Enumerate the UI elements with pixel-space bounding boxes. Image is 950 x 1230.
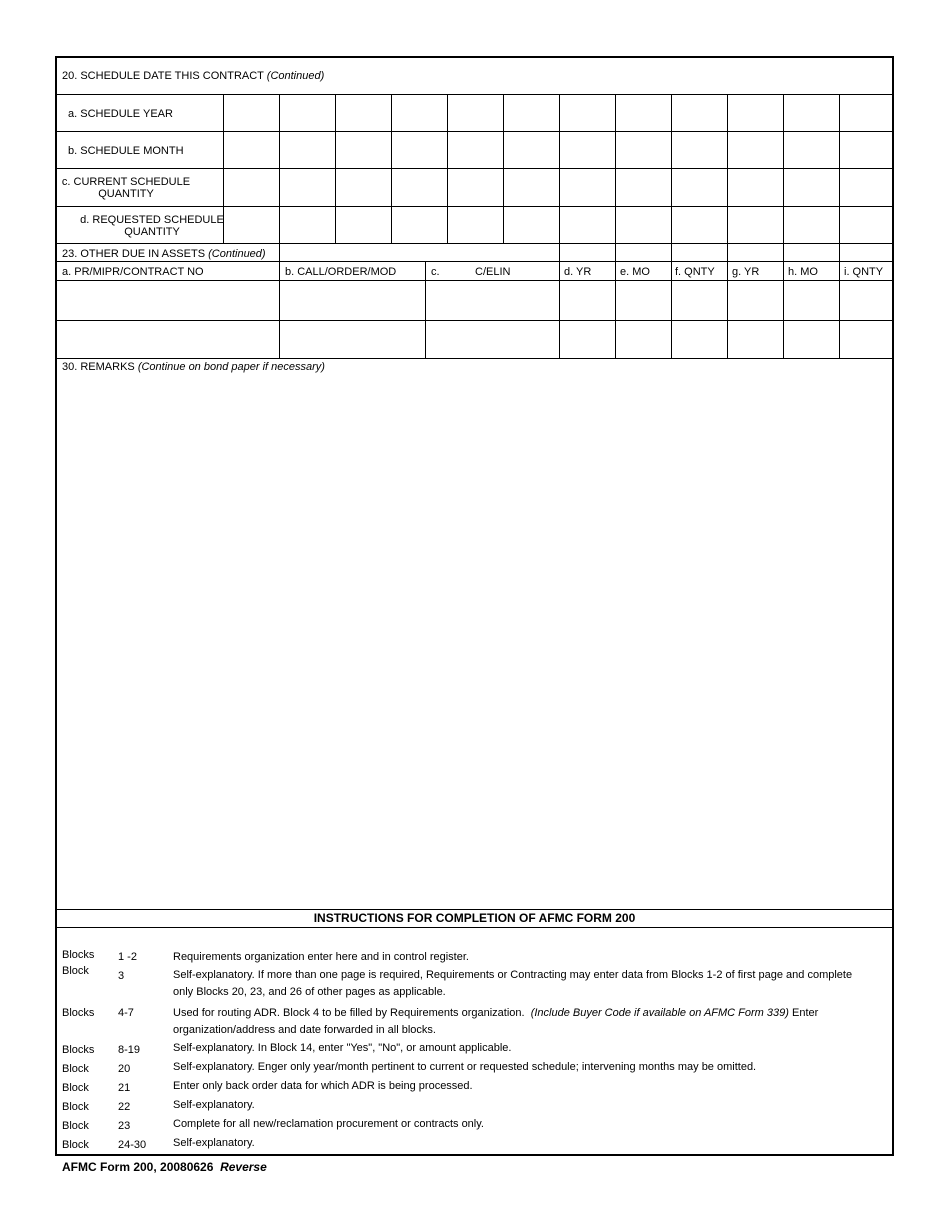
grid-line: [425, 261, 426, 358]
instruction-text: only Blocks 20, 23, and 26 of other pages as applicable.: [173, 986, 446, 998]
instruction-kind: Block: [62, 1120, 89, 1132]
instruction-text: Complete for all new/reclamation procurement or contracts only.: [173, 1118, 484, 1130]
grid-line: [727, 94, 728, 358]
grid-line: [391, 94, 392, 243]
other-due-contract-cell[interactable]: [57, 321, 279, 358]
grid-line: [839, 94, 840, 358]
divider: [57, 927, 892, 928]
afmc-form-200-reverse: [55, 56, 894, 1156]
instruction-text: Self-explanatory.: [173, 1099, 255, 1111]
grid-line: [615, 94, 616, 358]
section-20-title: 20. SCHEDULE DATE THIS CONTRACT (Continued): [62, 70, 325, 82]
divider: [57, 168, 892, 169]
instruction-blocks: 8-19: [118, 1044, 141, 1056]
instruction-blocks: 1 -2: [118, 951, 137, 963]
instruction-kind: Block: [62, 965, 89, 977]
header-celin: C/ELIN: [475, 266, 511, 278]
grid-line: [503, 94, 504, 243]
grid-line: [671, 94, 672, 358]
instruction-text: Self-explanatory. Enger only year/month pertinent to current or requested schedule; intervening months may be omitted.: [173, 1061, 757, 1073]
instruction-kind: Blocks: [62, 949, 95, 961]
instruction-kind: Block: [62, 1082, 89, 1094]
instruction-text: Self-explanatory.: [173, 1137, 255, 1149]
divider: [57, 206, 892, 207]
grid-line: [783, 94, 784, 358]
instruction-blocks: 21: [118, 1082, 131, 1094]
other-due-contract-cell[interactable]: [57, 281, 279, 320]
section-30-title: 30. REMARKS (Continue on bond paper if necessary): [62, 361, 325, 373]
instruction-kind: Block: [62, 1101, 89, 1113]
grid-line: [559, 94, 560, 358]
current-schedule-label: c. CURRENT SCHEDULE QUANTITY: [61, 176, 191, 200]
header-yr-d: d. YR: [564, 266, 592, 278]
instruction-kind: Block: [62, 1139, 89, 1151]
schedule-year-label: a. SCHEDULE YEAR: [68, 108, 173, 120]
instruction-kind: Blocks: [62, 1044, 95, 1056]
header-qnty-i: i. QNTY: [844, 266, 884, 278]
requested-schedule-label: d. REQUESTED SCHEDULE QUANTITY: [80, 214, 224, 238]
schedule-year-cell[interactable]: [224, 95, 279, 131]
grid-line: [335, 94, 336, 243]
instruction-text: Enter only back order data for which ADR is being processed.: [173, 1080, 473, 1092]
instruction-kind: Block: [62, 1063, 89, 1075]
divider: [57, 94, 892, 95]
instruction-blocks: 20: [118, 1063, 131, 1075]
header-contract-no: a. PR/MIPR/CONTRACT NO: [62, 266, 204, 278]
schedule-month-cell[interactable]: [224, 132, 279, 168]
instruction-text: Requirements organization enter here and in control register.: [173, 951, 469, 963]
instruction-kind: Blocks: [62, 1007, 95, 1019]
header-mo-e: e. MO: [620, 266, 650, 278]
instruction-blocks: 4-7: [118, 1007, 134, 1019]
instruction-text: Used for routing ADR. Block 4 to be filled by Requirements organization. (Include Buyer Code if available on AFMC Form 339) Enter: [173, 1007, 819, 1019]
current-quantity-cell[interactable]: [224, 169, 279, 206]
instruction-blocks: 22: [118, 1101, 131, 1113]
divider: [57, 243, 892, 244]
remarks-area[interactable]: [57, 376, 892, 908]
requested-quantity-cell[interactable]: [224, 207, 279, 243]
header-call-order-mod: b. CALL/ORDER/MOD: [285, 266, 397, 278]
grid-line: [447, 94, 448, 243]
divider: [57, 358, 892, 359]
schedule-month-label: b. SCHEDULE MONTH: [68, 145, 184, 157]
divider: [57, 909, 892, 910]
instruction-text: organization/address and date forwarded in all blocks.: [173, 1024, 436, 1036]
form-footer: AFMC Form 200, 20080626 Reverse: [62, 1160, 267, 1174]
header-celin-letter: c.: [431, 266, 440, 278]
divider: [57, 131, 892, 132]
instructions-heading: INSTRUCTIONS FOR COMPLETION OF AFMC FORM 200: [313, 911, 636, 925]
header-mo-h: h. MO: [788, 266, 818, 278]
header-qnty-f: f. QNTY: [675, 266, 715, 278]
divider: [57, 261, 892, 262]
instruction-text: Self-explanatory. In Block 14, enter "Yes", "No", or amount applicable.: [173, 1042, 512, 1054]
instruction-blocks: 23: [118, 1120, 131, 1132]
section-23-title: 23. OTHER DUE IN ASSETS (Continued): [62, 248, 266, 260]
header-yr-g: g. YR: [732, 266, 760, 278]
instruction-text: Self-explanatory. If more than one page is required, Requirements or Contracting may enter data from Blocks 1-2 of first page and complete: [173, 969, 853, 981]
grid-line: [279, 94, 280, 358]
instruction-blocks: 24-30: [118, 1139, 147, 1151]
instruction-blocks: 3: [118, 970, 125, 982]
